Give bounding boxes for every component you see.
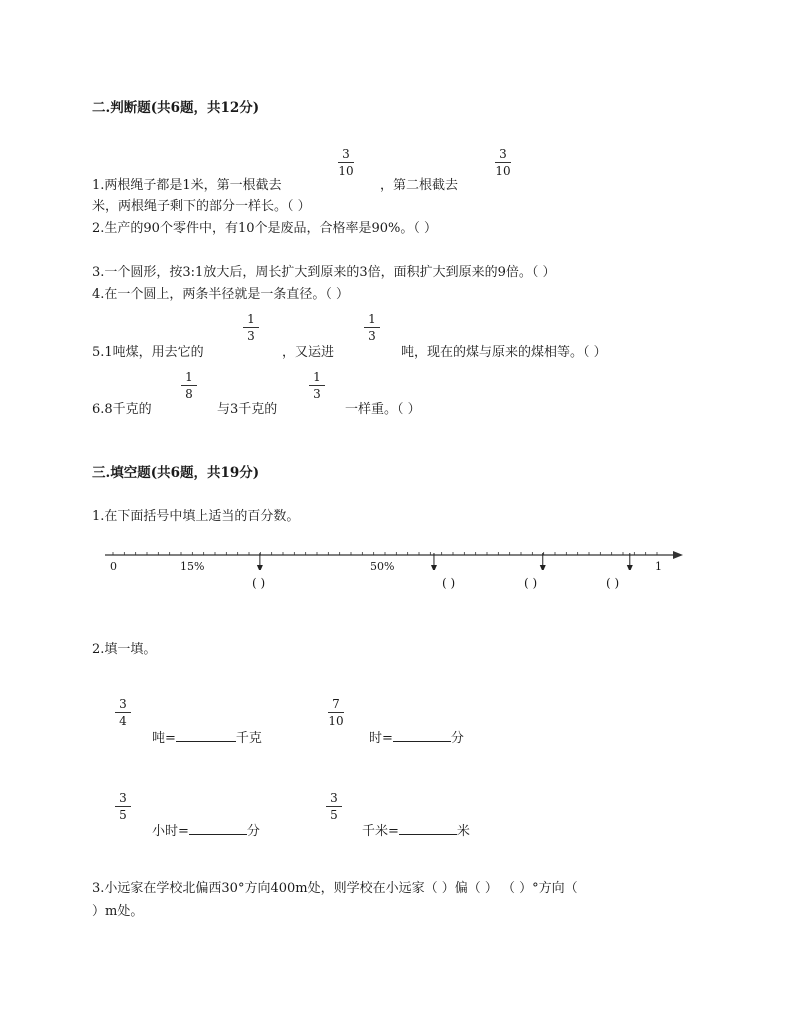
q6-text-pre: 6.8千克的 [92,402,152,417]
fill-q2b-post: 分 [450,731,464,746]
numerator: 3 [119,697,127,711]
fill-q2d-post: 米 [456,824,470,839]
q5-text-mid: ，又运进 [282,345,335,360]
q6-fraction-2 [309,370,325,401]
numerator: 3 [342,147,350,161]
pointer-arrowhead-3 [540,565,546,570]
fill-q2a-fraction [115,697,131,728]
denominator: 3 [247,329,255,343]
numerator: 1 [368,312,376,326]
numerator: 1 [313,370,321,384]
q5-text-pre: 5.1吨煤，用去它的 [92,345,204,360]
numerator: 3 [499,147,507,161]
q6-fraction-1 [181,370,197,401]
answer-blank-2[interactable]: ( ) [442,576,456,590]
q6-text-mid: 与3千克的 [217,402,278,417]
fill-q2-text: 2.填一填。 [92,642,157,657]
fill-q2c-fraction [115,791,131,822]
q1-fraction-2 [495,147,511,178]
section2-title: 二.判断题(共6题，共12分) [92,100,260,116]
q5-fraction-1 [243,312,259,343]
denominator: 10 [338,164,354,178]
fill-q2d [362,820,470,839]
label-50-percent: 50% [370,560,395,573]
fill-q2a-post: 千克 [235,731,262,746]
numerator: 1 [247,312,255,326]
fill-q2b [369,727,464,746]
pointer-arrowhead-1 [257,565,263,570]
axis-arrowhead [673,551,683,559]
numerator: 3 [330,791,338,805]
fill-q2c-blank[interactable] [189,822,247,835]
q3-text: 3.一个圆形，按3:1放大后，周长扩大到原来的3倍，面积扩大到原来的9倍。（ ） [92,265,556,280]
denominator: 10 [328,714,344,728]
numerator: 1 [185,370,193,384]
denominator: 3 [313,387,321,401]
q1-text-pre: 1.两根绳子都是1米，第一根截去 [92,178,282,193]
section3-title: 三.填空题(共6题，共19分) [92,465,260,481]
fill-q2c [152,820,260,839]
q4-text: 4.在一个圆上，两条半径就是一条直径。（ ） [92,287,350,302]
fill-q2c-post: 分 [246,824,260,839]
answer-blank-4[interactable]: ( ) [606,576,620,590]
q5-text-post: 吨，现在的煤与原来的煤相等。（ ） [401,345,607,360]
fill-q2a-pre: 吨= [152,731,176,746]
fill-q2b-fraction [328,697,344,728]
pointer-arrowhead-4 [627,565,633,570]
fill-q2a [152,727,262,746]
answer-blank-1[interactable]: ( ) [252,576,266,590]
denominator: 5 [330,808,338,822]
denominator: 8 [185,387,193,401]
fill-q3-line2: ）m处。 [92,904,144,919]
q5-fraction-2 [364,312,380,343]
numerator: 3 [119,791,127,805]
fill-q2d-fraction [326,791,342,822]
fill-q2b-blank[interactable] [393,729,451,742]
numerator: 7 [332,697,340,711]
q1-text-mid: ，第二根截去 [380,178,459,193]
label-zero: 0 [110,560,117,573]
q2-text: 2.生产的90个零件中，有10个是废品，合格率是90%。（ ） [92,221,438,236]
label-15-percent: 15% [180,560,205,573]
label-one: 1 [655,560,662,573]
fill-q3-line1: 3.小远家在学校北偏西30°方向400m处，则学校在小远家（ ）偏（ ） （ ）°方向（ [92,881,578,896]
fill-q1-text: 1.在下面括号中填上适当的百分数。 [92,509,300,524]
q1-text-line2: 米，两根绳子剩下的部分一样长。（ ） [92,199,311,214]
pointer-arrowhead-2 [431,565,437,570]
fill-q2a-blank[interactable] [176,729,236,742]
q6-text-post: 一样重。（ ） [345,402,421,417]
denominator: 4 [119,714,127,728]
denominator: 3 [368,329,376,343]
fill-q2d-pre: 千米= [362,824,399,839]
denominator: 5 [119,808,127,822]
number-line [100,540,700,600]
fill-q2d-blank[interactable] [399,822,457,835]
denominator: 10 [495,164,511,178]
q1-fraction-1 [338,147,354,178]
fill-q2b-pre: 时= [369,731,393,746]
answer-blank-3[interactable]: ( ) [524,576,538,590]
fill-q2c-pre: 小时= [152,824,189,839]
